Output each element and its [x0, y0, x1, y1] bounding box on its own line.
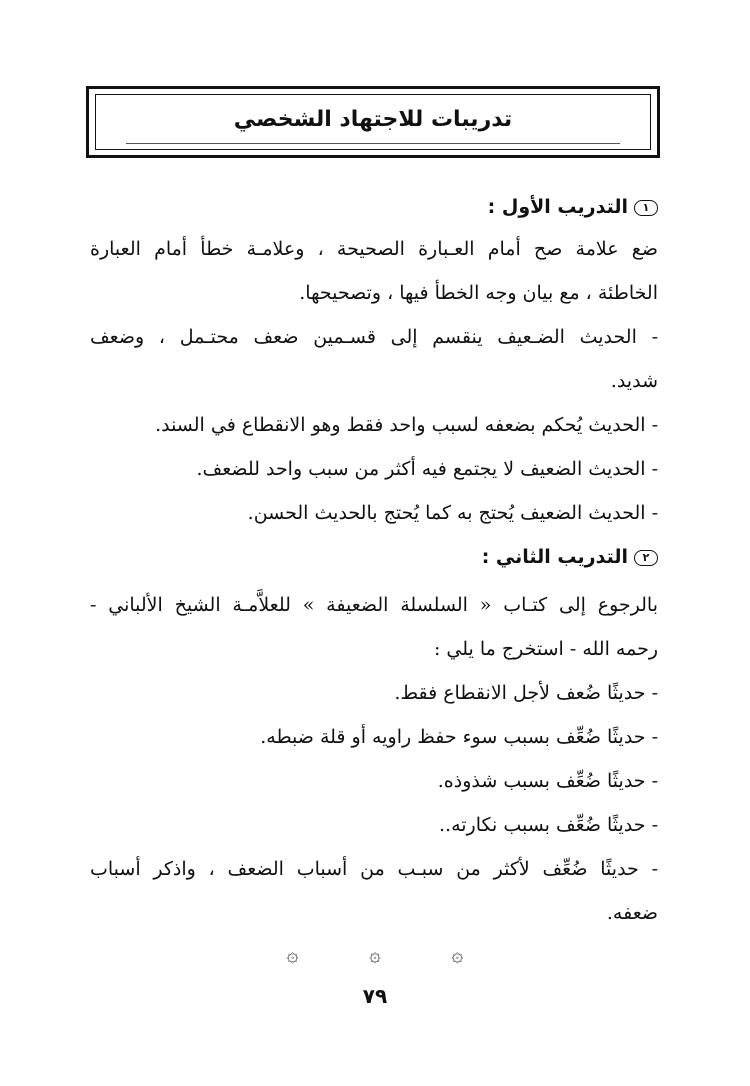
- exercise2-heading: التدريب الثاني :: [481, 546, 628, 568]
- page-title: تدريبات للاجتهاد الشخصي: [233, 107, 513, 132]
- exercise1-item2: - الحديث يُحكم بضعفه لسبب واحد فقط وهو الانقطاع في السند.: [155, 414, 658, 436]
- exercise2-item5-line2: ضعفه.: [606, 902, 658, 924]
- exercise1-item1-line1: - الحديث الضـعيف ينقسم إلى قسـمين ضعف محتـمل ، وضعف: [90, 326, 658, 348]
- title-underline: [126, 143, 620, 144]
- exercise1-item1-line2: شديد.: [610, 370, 658, 392]
- title-frame-inner: [95, 94, 651, 150]
- exercise2-number-badge: ٢: [634, 550, 658, 566]
- exercise1-intro-line2: الخاطئة ، مع بيان وجه الخطأ فيها ، وتصحيحها.: [299, 282, 658, 304]
- exercise2-item5-line1: - حديثًا ضُعِّف لأكثر من سبـب من أسباب الضعف ، واذكر أسباب: [90, 858, 658, 880]
- title-frame: [86, 86, 660, 158]
- exercise2-item2: - حديثًا ضُعِّف بسبب سوء حفظ راويه أو قلة ضبطه.: [260, 726, 658, 748]
- exercise2-item1: - حديثًا ضُعف لأجل الانقطاع فقط.: [394, 682, 658, 704]
- section-ornaments: [0, 942, 750, 966]
- ornament-icon: ۞: [451, 942, 464, 966]
- exercise1-intro-line1: ضع علامة صح أمام العـبارة الصحيحة ، وعلامـة خطأ أمام العبارة: [90, 238, 658, 260]
- exercise2-intro-line1: بالرجوع إلى كتـاب « السلسلة الضعيفة » للعلاَّمـة الشيخ الألباني -: [90, 594, 658, 616]
- exercise1-heading-row: [90, 192, 658, 222]
- exercise1-number-badge: ١: [634, 200, 658, 216]
- exercise1-item3: - الحديث الضعيف لا يجتمع فيه أكثر من سبب واحد للضعف.: [196, 458, 658, 480]
- exercise1-item4: - الحديث الضعيف يُحتج به كما يُحتج بالحديث الحسن.: [247, 502, 658, 524]
- exercise2-item4: - حديثًا ضُعِّف بسبب نكارته..: [438, 814, 658, 836]
- page-number: ٧٩: [362, 984, 388, 1008]
- ornament-icon: ۞: [369, 942, 381, 966]
- exercise2-heading-row: [90, 542, 658, 572]
- exercise1-heading: التدريب الأول :: [487, 196, 628, 218]
- ornament-icon: ۞: [286, 942, 299, 966]
- exercise2-intro-line2: رحمه الله - استخرج ما يلي :: [433, 638, 658, 660]
- exercise2-item3: - حديثًا ضُعِّف بسبب شذوذه.: [437, 770, 658, 792]
